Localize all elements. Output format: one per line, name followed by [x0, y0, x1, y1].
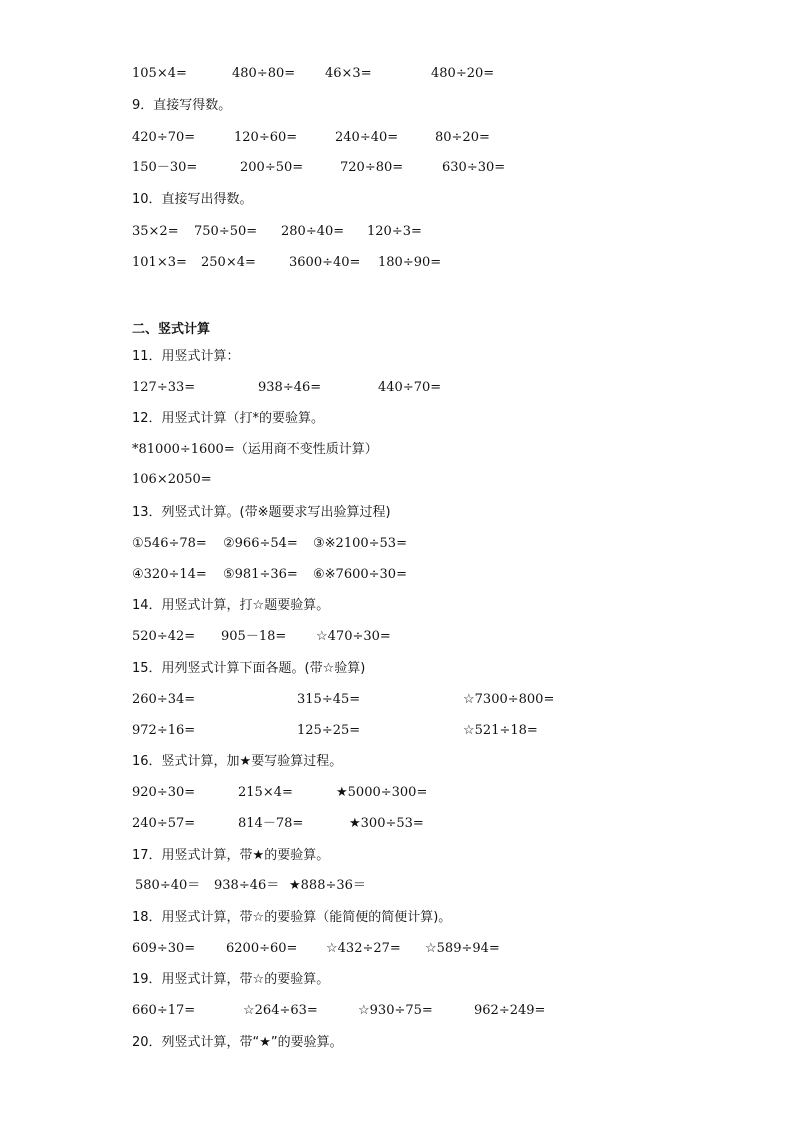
problem: *81000÷1600=（运用商不变性质计算） — [132, 442, 378, 457]
problem: ☆589÷94= — [425, 941, 500, 956]
question-text: 12．用竖式计算（打*的要验算。 — [132, 411, 325, 426]
problem: 260÷34= — [132, 692, 196, 707]
problem: 938÷46= — [258, 380, 322, 395]
problem: 520÷42= — [132, 629, 196, 644]
problem: 180÷90= — [378, 255, 442, 270]
problem: 814－78= — [238, 816, 304, 831]
problem: 440÷70= — [378, 380, 442, 395]
problem: 240÷57= — [132, 816, 196, 831]
problem: ⑤981÷36= — [223, 567, 298, 582]
problem: 480÷80= — [232, 66, 296, 81]
question-text: 10．直接写出得数。 — [132, 192, 253, 207]
problem: 315÷45= — [297, 692, 361, 707]
question-text: 20．列竖式计算，带“★”的要验算。 — [132, 1035, 343, 1050]
problem: 972÷16= — [132, 723, 196, 738]
problem: 920÷30= — [132, 785, 196, 800]
problem: 250×4= — [201, 255, 256, 270]
problem: ★888÷36＝ — [289, 878, 366, 893]
problem: 750÷50= — [194, 224, 258, 239]
problem: 3600÷40= — [289, 255, 361, 270]
question-text: 14．用竖式计算，打☆题要验算。 — [132, 598, 330, 613]
problem: 106×2050= — [132, 472, 212, 487]
problem: 6200÷60= — [226, 941, 298, 956]
problem: 120÷3= — [367, 224, 422, 239]
problem: ④320÷14= — [132, 567, 207, 582]
section-title: 二、竖式计算 — [132, 322, 211, 337]
problem: 105×4= — [132, 66, 187, 81]
problem: ☆7300÷800= — [463, 692, 555, 707]
problem: 609÷30= — [132, 941, 196, 956]
problem: 80÷20= — [435, 130, 490, 145]
problem: 120÷60= — [234, 130, 298, 145]
problem: ★300÷53= — [349, 816, 424, 831]
problem: ☆930÷75= — [358, 1003, 433, 1018]
problem: 125÷25= — [297, 723, 361, 738]
problem: 720÷80= — [340, 160, 404, 175]
problem: 127÷33= — [132, 380, 196, 395]
question-text: 13．列竖式计算。(带※题要求写出验算过程) — [132, 505, 391, 520]
problem: 46×3= — [325, 66, 372, 81]
problem: ①546÷78= — [132, 536, 207, 551]
problem: 660÷17= — [132, 1003, 196, 1018]
question-text: 11．用竖式计算： — [132, 349, 240, 364]
problem: 905－18= — [221, 629, 287, 644]
problem: ②966÷54= — [223, 536, 298, 551]
question-text: 15．用列竖式计算下面各题。(带☆验算) — [132, 661, 366, 676]
problem: ☆264÷63= — [243, 1003, 318, 1018]
problem: 240÷40= — [335, 130, 399, 145]
question-text: 19．用竖式计算，带☆的要验算。 — [132, 972, 330, 987]
problem: 962÷249= — [474, 1003, 546, 1018]
problem: ③※2100÷53= — [313, 536, 407, 551]
problem: ☆470÷30= — [316, 629, 391, 644]
problem: 215×4= — [238, 785, 293, 800]
problem: ⑥※7600÷30= — [313, 567, 407, 582]
problem: 35×2= — [132, 224, 179, 239]
problem: 200÷50= — [240, 160, 304, 175]
problem: 150－30= — [132, 160, 198, 175]
problem: 580÷40＝ — [135, 878, 201, 893]
problem: 101×3= — [132, 255, 187, 270]
problem: 938÷46＝ — [214, 878, 280, 893]
question-text: 16．竖式计算，加★要写验算过程。 — [132, 754, 343, 769]
question-text: 18．用竖式计算，带☆的要验算（能简便的简便计算)。 — [132, 910, 452, 925]
problem: ☆432÷27= — [326, 941, 401, 956]
problem: 480÷20= — [431, 66, 495, 81]
problem: ☆521÷18= — [463, 723, 538, 738]
problem: 630÷30= — [442, 160, 506, 175]
problem: 280÷40= — [281, 224, 345, 239]
problem: 420÷70= — [132, 130, 196, 145]
problem: ★5000÷300= — [336, 785, 428, 800]
question-text: 17．用竖式计算，带★的要验算。 — [132, 848, 330, 863]
question-text: 9．直接写得数。 — [132, 98, 232, 113]
